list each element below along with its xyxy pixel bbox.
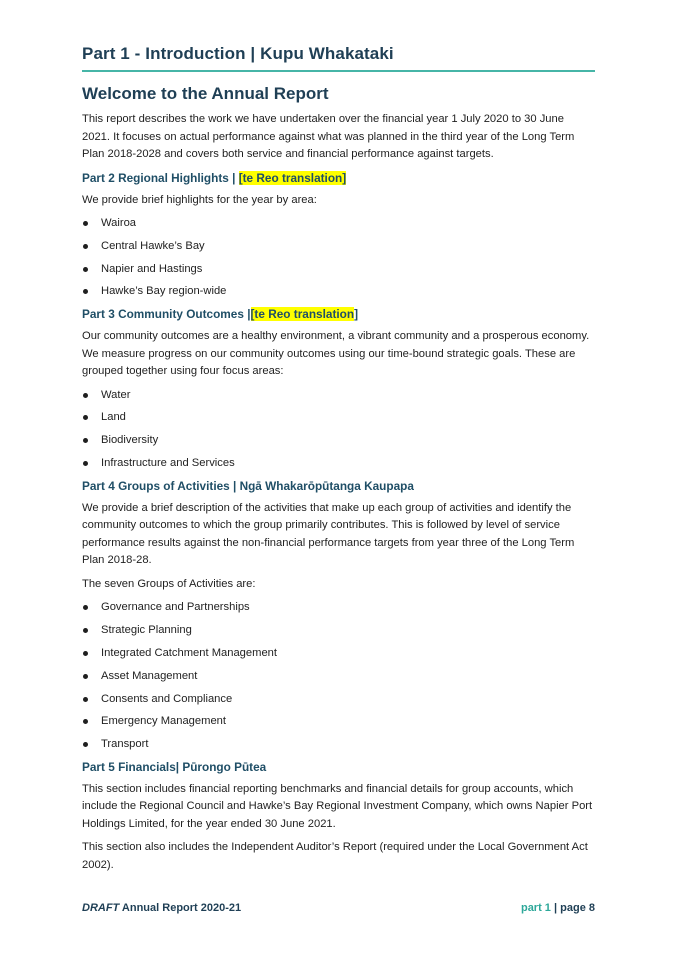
part5-para2: This section also includes the Independent Auditor’s Report (required under the Local Government Act 2002). <box>82 841 588 871</box>
part-title: Part 1 - Introduction | Kupu Whakataki <box>82 44 394 63</box>
list-item: Integrated Catchment Management <box>82 645 595 662</box>
part4-list-intro: The seven Groups of Activities are: <box>82 577 256 590</box>
part2-intro: We provide brief highlights for the year by area: <box>82 193 317 206</box>
part3-heading <box>82 306 595 323</box>
part2-heading-text: Part 2 Regional Highlights | <box>82 170 239 185</box>
welcome-title: Welcome to the Annual Report <box>82 84 329 103</box>
part3-intro: Our community outcomes are a healthy environment, a vibrant community and a prosperous economy. We measure progress on our community outcomes using our time-bound strategic goals. These are grouped together using four focus areas: <box>82 330 590 378</box>
list-item: Asset Management <box>82 668 595 685</box>
list-item: Consents and Compliance <box>82 691 595 708</box>
list-item: Land <box>82 409 595 426</box>
part3-heading-highlight: [te Reo translation <box>250 307 355 322</box>
part2-list <box>82 215 595 300</box>
footer-separator: | <box>550 902 561 914</box>
footer-page: page 8 <box>560 902 595 914</box>
footer-page-number <box>521 902 595 914</box>
list-item: Biodiversity <box>82 432 595 449</box>
list-item: Transport <box>82 736 595 753</box>
part4-intro: We provide a brief description of the activities that make up each group of activities and identify the community outcomes to which the group primarily contributes. This is followed by level of service performance results against the non-financial performance targets from year three of the Long Term Plan 2018-28. <box>82 501 575 567</box>
list-item: Wairoa <box>82 215 595 232</box>
welcome-intro: This report describes the work we have undertaken over the financial year 1 July 2020 to 30 June 2021. It focuses on actual performance against what was planned in the third year of the Long Term Plan 2018-2028 and covers both service and financial performance against targets. <box>82 113 575 160</box>
footer-part: part 1 <box>520 902 551 914</box>
list-item: Hawke’s Bay region-wide <box>82 283 595 300</box>
list-item: Governance and Partnerships <box>82 599 595 616</box>
list-item: Emergency Management <box>82 713 595 730</box>
part3-list <box>82 387 595 472</box>
part3-heading-text: Part 3 Community Outcomes | <box>82 307 251 322</box>
footer-draft: DRAFT <box>82 902 120 914</box>
list-item: Water <box>82 387 595 404</box>
part3-heading-end: ] <box>354 307 359 322</box>
footer-report-title <box>82 902 241 914</box>
part4-heading: Part 4 Groups of Activities | Ngā Whakarōpūtanga Kaupapa <box>82 478 414 493</box>
list-item: Napier and Hastings <box>82 261 595 278</box>
part2-heading <box>82 170 595 187</box>
part5-para1: This section includes financial reporting benchmarks and financial details for group accounts, which include the Regional Council and Hawke’s Bay Regional Investment Company, which owns Napier Port Holdings Limited, for the year ended 30 June 2021. <box>82 782 593 830</box>
part2-heading-highlight: [te Reo translation] <box>238 170 347 185</box>
list-item: Central Hawke’s Bay <box>82 238 595 255</box>
title-divider <box>82 70 595 72</box>
part4-list <box>82 599 595 753</box>
list-item: Strategic Planning <box>82 622 595 639</box>
footer-report: Annual Report 2020-21 <box>119 902 242 914</box>
report-content <box>82 111 595 880</box>
part5-heading: Part 5 Financials| Pūrongo Pūtea <box>82 759 267 774</box>
list-item: Infrastructure and Services <box>82 455 595 472</box>
